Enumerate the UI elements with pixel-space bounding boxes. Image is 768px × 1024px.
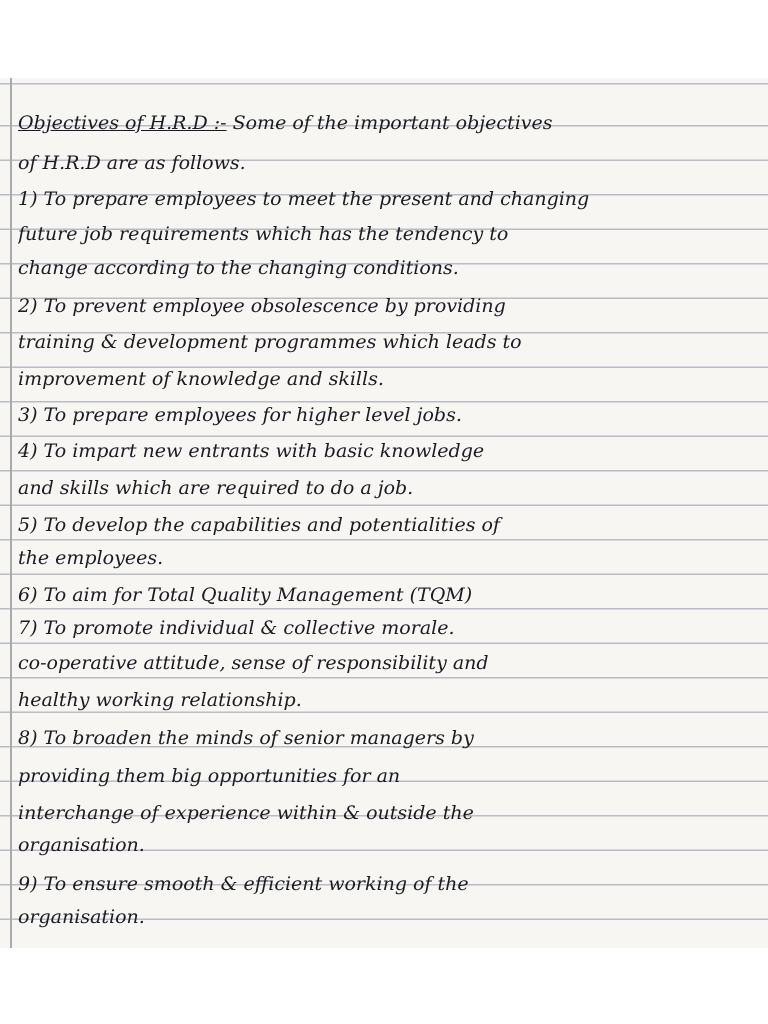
notebook-page: [0, 78, 768, 948]
note-line: 1) To prepare employees to meet the present and changing: [18, 188, 590, 210]
note-line: improvement of knowledge and skills.: [18, 368, 384, 390]
note-line: healthy working relationship.: [18, 689, 302, 711]
note-line: of H.R.D are as follows.: [18, 152, 246, 174]
note-line: training & development programmes which leads to: [18, 331, 522, 353]
note-line: the employees.: [18, 547, 164, 569]
note-line: 7) To promote individual & collective morale.: [18, 617, 455, 639]
note-line: 2) To prevent employee obsolescence by providing: [18, 295, 506, 317]
note-line: co-operative attitude, sense of responsibility and: [18, 652, 489, 674]
note-line: 8) To broaden the minds of senior managers by: [18, 727, 474, 749]
note-line: change according to the changing conditions.: [18, 257, 459, 279]
note-line: organisation.: [18, 834, 145, 856]
note-line: 5) To develop the capabilities and potentialities of: [18, 514, 500, 536]
note-line: and skills which are required to do a job.: [18, 477, 414, 499]
heading-rest: Some of the important objectives: [226, 112, 553, 134]
note-line: 3) To prepare employees for higher level jobs.: [18, 404, 462, 426]
margin-line: [10, 78, 12, 948]
note-line: interchange of experience within & outside the: [18, 802, 474, 824]
note-line-heading: [18, 106, 758, 140]
note-line: 4) To impart new entrants with basic knowledge: [18, 440, 485, 462]
bottom-blank-area: [0, 948, 768, 1024]
note-line: 6) To aim for Total Quality Management (TQM): [18, 584, 473, 606]
note-line: 9) To ensure smooth & efficient working of the: [18, 873, 469, 895]
note-line: providing them big opportunities for an: [18, 765, 401, 787]
note-line: organisation.: [18, 906, 145, 928]
heading-label: Objectives of H.R.D :-: [18, 112, 227, 134]
note-line: future job requirements which has the tendency to: [18, 223, 509, 245]
